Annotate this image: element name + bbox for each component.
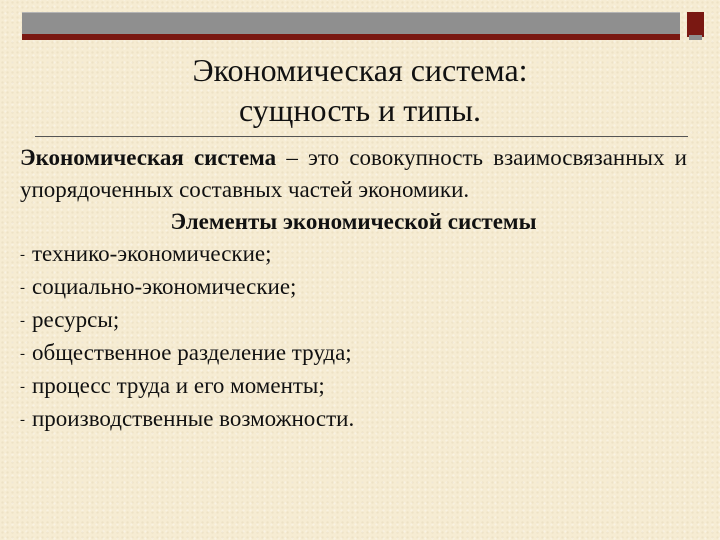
elements-heading: Элементы экономической системы bbox=[170, 209, 537, 234]
elements-list bbox=[20, 238, 687, 436]
header-red-stripe bbox=[22, 34, 680, 40]
definition-paragraph bbox=[20, 142, 687, 206]
list-item bbox=[20, 403, 687, 436]
title-separator bbox=[35, 136, 688, 137]
list-item-text: технико-экономические; bbox=[32, 241, 272, 266]
list-dash-marker: - bbox=[20, 346, 25, 362]
list-item bbox=[20, 337, 687, 370]
definition-term: Экономическая система bbox=[20, 145, 277, 170]
list-item-text: процесс труда и его моменты; bbox=[32, 373, 325, 398]
list-dash-marker: - bbox=[20, 280, 25, 296]
list-item-text: ресурсы; bbox=[32, 307, 120, 332]
list-item bbox=[20, 304, 687, 337]
list-dash-marker: - bbox=[20, 379, 25, 395]
list-item bbox=[20, 370, 687, 403]
definition-text: – это совокупность взаимосвязанных и упорядоченных составных частей экономики. bbox=[20, 145, 687, 202]
slide-title-line-1: Экономическая система: bbox=[192, 52, 528, 88]
list-dash-marker: - bbox=[20, 247, 25, 263]
list-item-text: социально-экономические; bbox=[32, 274, 297, 299]
header-corner-square bbox=[687, 12, 704, 37]
slide-title-line-2: сущность и типы. bbox=[239, 92, 481, 128]
list-item-text: производственные возможности. bbox=[32, 406, 355, 431]
header-corner-accent bbox=[689, 35, 702, 40]
list-item-text: общественное разделение труда; bbox=[32, 340, 352, 365]
list-item bbox=[20, 271, 687, 304]
slide-body bbox=[20, 142, 687, 436]
list-dash-marker: - bbox=[20, 412, 25, 428]
slide-title bbox=[60, 50, 660, 130]
list-item bbox=[20, 238, 687, 271]
list-dash-marker: - bbox=[20, 313, 25, 329]
header-gray-band bbox=[22, 12, 680, 35]
